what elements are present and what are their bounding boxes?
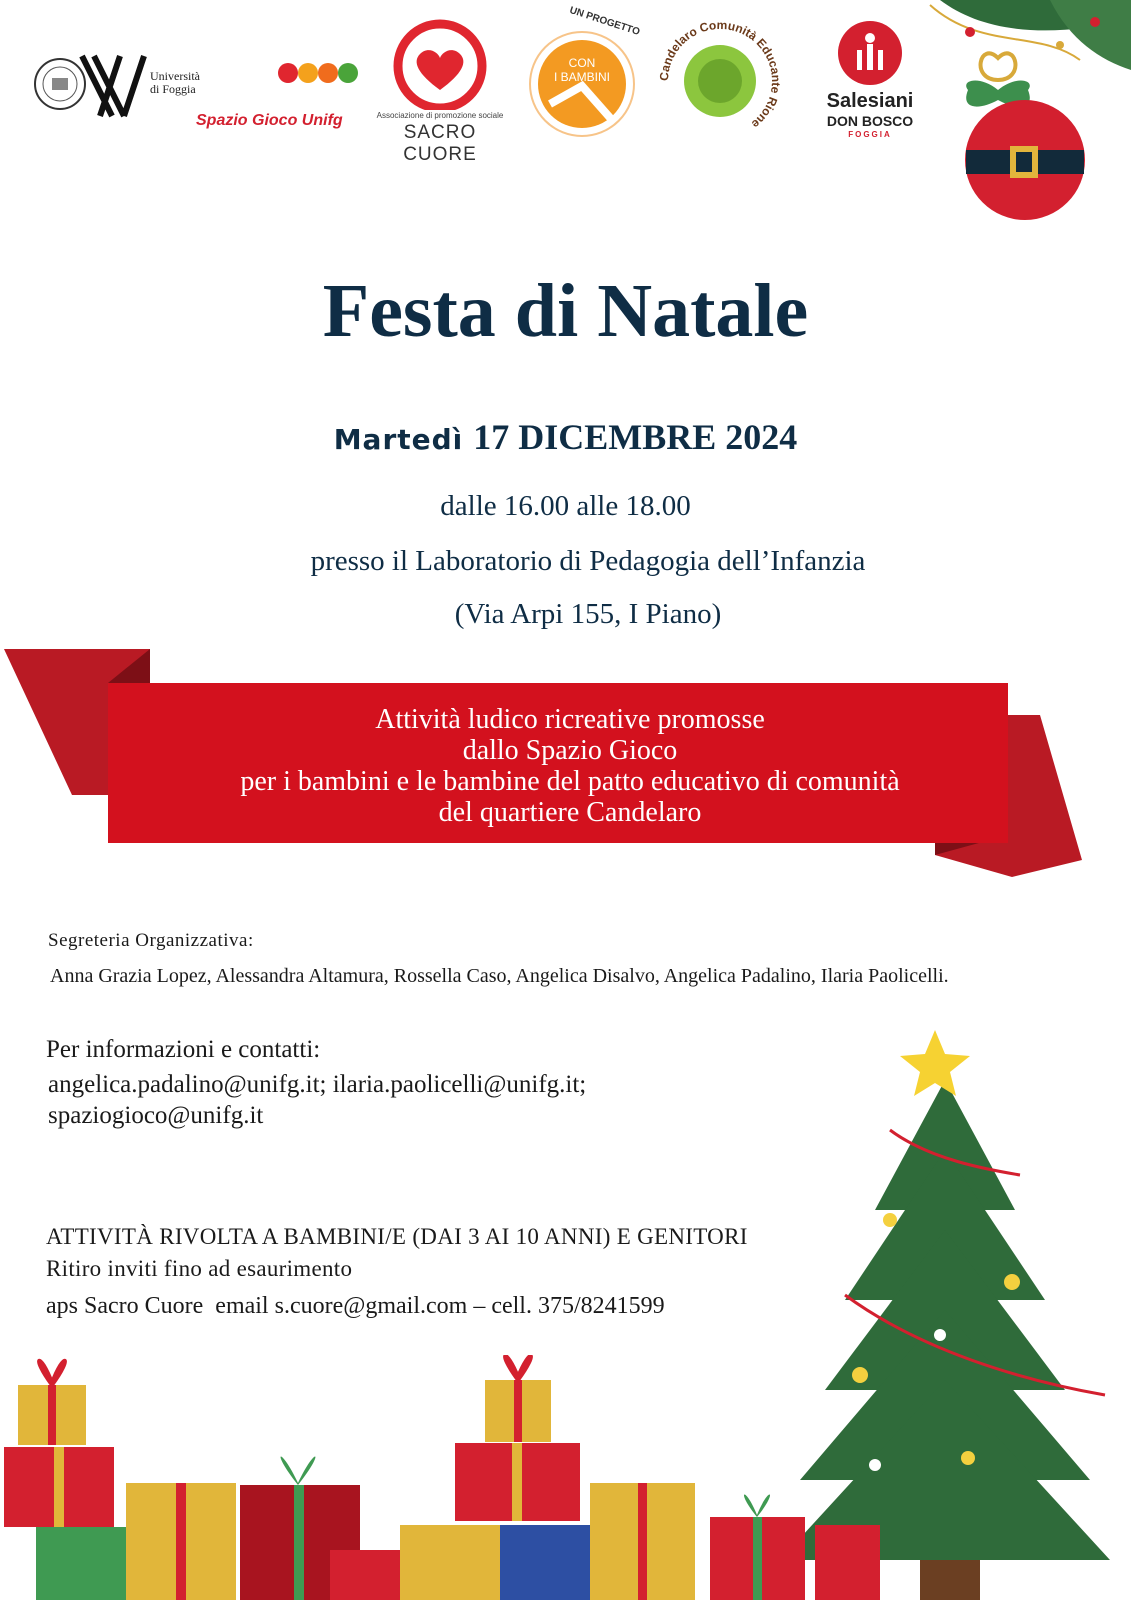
event-address: (Via Arpi 155, I Piano) <box>454 598 722 630</box>
ribbon-line-4: del quartiere Candelaro <box>438 797 702 828</box>
salesiani-name: Salesiani <box>826 90 914 112</box>
spazio-gioco-label: Spazio Gioco Unifg <box>196 112 343 129</box>
segreteria-label: Segreteria Organizzativa: <box>48 930 254 951</box>
event-date <box>0 416 1131 458</box>
spazio-gioco-logo <box>196 60 366 130</box>
ribbon-text <box>110 704 1030 828</box>
salesiani-sub: DON BOSCO <box>826 113 914 129</box>
page-title: Festa di Natale <box>322 269 809 353</box>
info-label: Per informazioni e contatti: <box>46 1036 321 1063</box>
gift-boxes <box>0 1355 900 1600</box>
sacro-cuore-subtitle: Associazione di promozione sociale <box>376 111 504 120</box>
ribbon-line-1: Attività ludico ricreative promosse <box>375 704 765 735</box>
ribbon-line-2: dallo Spazio Gioco <box>462 735 678 766</box>
salesiani-city: FOGGIA <box>848 130 892 139</box>
unifg-seal-icon <box>32 54 150 124</box>
salesiani-logo <box>810 20 930 140</box>
christmas-ornament <box>920 0 1131 230</box>
sacro-cuore-name: SACRO CUORE <box>403 122 477 165</box>
segreteria-names: Anna Grazia Lopez, Alessandra Altamura, Rossella Caso, Angelica Disalvo, Angelica Padalino, Ilaria Paolicelli. <box>50 965 949 987</box>
candelaro-logo <box>655 16 785 146</box>
event-place: presso il Laboratorio di Pedagogia dell’Infanzia <box>310 545 866 577</box>
con-i-bambini-top: UN PROGETTO <box>568 4 642 39</box>
star-icon <box>900 1030 970 1096</box>
sacro-cuore-logo <box>370 18 520 165</box>
con-i-bambini-name: CON I BAMBINI <box>553 56 610 84</box>
candelaro-icon <box>655 16 785 146</box>
candelaro-ring-text: Candelaro Comunità Educante Rione <box>656 17 784 132</box>
salesiani-icon <box>837 20 903 86</box>
colored-balls-icon <box>276 60 366 86</box>
contact-line[interactable]: aps Sacro Cuore email s.cuore@gmail.com – cell. 375/8241599 <box>46 1293 665 1319</box>
info-emails[interactable]: angelica.padalino@unifg.it; ilaria.paolicelli@unifg.it; spaziogioco@unifg.it <box>48 1071 587 1129</box>
con-i-bambini-logo <box>520 4 645 144</box>
target-audience: ATTIVITÀ RIVOLTA A BAMBINI/E (DAI 3 AI 10 ANNI) E GENITORI <box>46 1224 748 1249</box>
event-day: Martedì <box>333 423 464 456</box>
event-time: dalle 16.00 alle 18.00 <box>440 490 691 522</box>
heart-icon <box>388 18 492 110</box>
unifg-logo <box>32 46 212 126</box>
ribbon-line-3: per i bambini e le bambine del patto educativo di comunità <box>240 766 900 797</box>
unifg-name: Università di Foggia <box>150 69 200 96</box>
ritiro-note: Ritiro inviti fino ad esaurimento <box>46 1256 353 1281</box>
event-date-value: 17 DICEMBRE 2024 <box>473 417 798 457</box>
